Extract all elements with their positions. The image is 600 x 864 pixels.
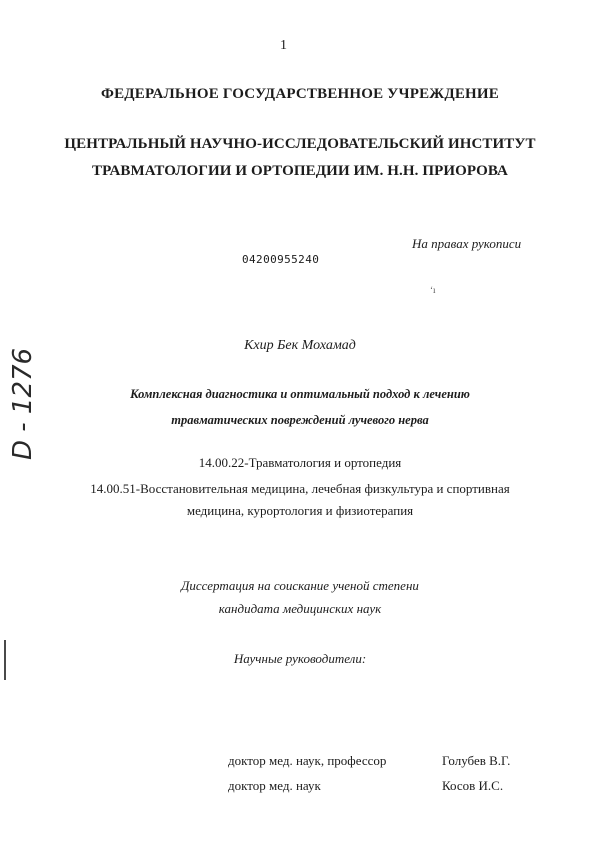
institute-name-line-2: ТРАВМАТОЛОГИИ И ОРТОПЕДИИ ИМ. Н.Н. ПРИОРОВА xyxy=(92,163,508,179)
archive-stamp: D - 1276 xyxy=(8,347,38,460)
scan-edge-mark xyxy=(4,640,6,680)
institute-name-line-1: ЦЕНТРАЛЬНЫЙ НАУЧНО-ИССЛЕДОВАТЕЛЬСКИЙ ИНСТИТУТ xyxy=(64,136,536,152)
page-number: 1 xyxy=(280,38,287,53)
copyright-note: На правах рукописи xyxy=(412,236,522,251)
dissertation-title-line-2: травматических повреждений лучевого нерва xyxy=(171,413,429,427)
supervisor-1-degree: доктор мед. наук, профессор xyxy=(228,753,387,768)
dissertation-title-line-1: Комплексная диагностика и оптимальный подход к лечению xyxy=(130,387,470,401)
degree-statement-line-1: Диссертация на соискание ученой степени xyxy=(181,578,419,593)
institution-name: ФЕДЕРАЛЬНОЕ ГОСУДАРСТВЕННОЕ УЧРЕЖДЕНИЕ xyxy=(100,86,499,102)
registration-number: 04200955240 xyxy=(242,253,320,266)
degree-statement-line-2: кандидата медицинских наук xyxy=(218,601,382,616)
supervisor-2-degree: доктор мед. наук xyxy=(228,778,321,793)
supervisors-heading: Научные руководители: xyxy=(233,651,367,666)
specialty-line-1: 14.00.22-Травматология и ортопедия xyxy=(198,455,402,470)
supervisor-2-name: Косов И.С. xyxy=(442,778,504,793)
specialty-line-2: 14.00.51-Восстановительная медицина, лечебная физкультура и спортивная xyxy=(90,481,510,496)
specialty-line-3: медицина, курортология и физиотерапия xyxy=(186,503,414,518)
author-name: Кхир Бек Мохамад xyxy=(244,338,356,353)
supervisor-1-name: Голубев В.Г. xyxy=(442,753,511,768)
stray-mark: ‘ı xyxy=(430,285,436,295)
